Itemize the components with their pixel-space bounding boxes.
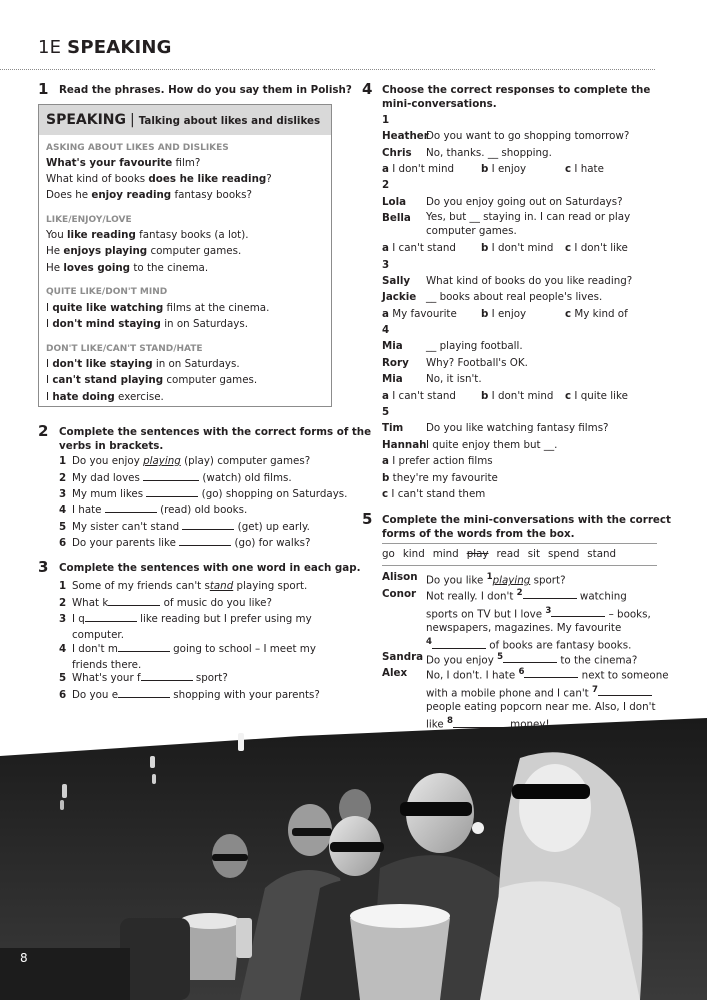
dialogue-line: What kind of books do you like reading?: [426, 275, 633, 287]
example-answer: playing: [143, 455, 181, 467]
ex3-sentence: Do you e shopping with your parents?: [72, 689, 320, 701]
speaker-name: Heather: [382, 130, 429, 142]
speaking-box-title: SPEAKING | Talking about likes and dislikes: [46, 112, 321, 128]
cinema-audience-photo: [0, 718, 707, 1000]
speaker-name: Alex: [382, 667, 408, 679]
page-title: [38, 36, 172, 60]
answer-gap[interactable]: [108, 595, 160, 606]
ex3-number: 3: [38, 558, 49, 576]
word-box-item: kind: [402, 548, 425, 560]
answer-gap[interactable]: [179, 535, 231, 546]
item-number: 6: [59, 537, 67, 549]
header-rule: [0, 69, 655, 70]
speaking-box-header: [39, 105, 331, 135]
phrase: I don't like staying in on Saturdays.: [46, 358, 240, 370]
speaker-name: Lola: [382, 196, 407, 208]
dialogue-line: Yes, but __ staying in. I can read or play computer games.: [426, 211, 631, 237]
item-number: 6: [59, 689, 67, 701]
phrase: He enjoys playing computer games.: [46, 245, 242, 257]
phrase: You like reading fantasy books (a lot).: [46, 229, 249, 241]
dialogue-line: No, I don't. I hate $^6$ next to someone with a mobile phone and I can't $^7$ people eating popcorn near me. Also, I don't like $^8$ money!: [426, 667, 669, 731]
ex2-sentence: My sister can't stand (get) up early.: [72, 521, 310, 533]
dialogue-line: No, thanks. __ shopping.: [426, 147, 552, 159]
dialogue-line: I quite enjoy them but __.: [426, 439, 558, 451]
answer-gap[interactable]: [598, 685, 652, 696]
dialogue-line: __ playing football.: [426, 340, 523, 352]
answer-gap[interactable]: [105, 502, 157, 513]
speaker-name: Rory: [382, 357, 409, 369]
answer-gap[interactable]: [143, 470, 199, 481]
option-b[interactable]: b I enjoy: [481, 163, 527, 175]
answer-gap[interactable]: [503, 652, 557, 663]
ex2-instruction: Complete the sentences with the correct forms of the verbs in brackets.: [59, 426, 372, 452]
category-heading: ASKING ABOUT LIKES AND DISLIKES: [46, 143, 229, 153]
ex2-number: 2: [38, 422, 49, 440]
phrase: I quite like watching films at the cinema.: [46, 302, 270, 314]
ex4-instruction: Choose the correct responses to complete the mini-conversations.: [382, 84, 651, 110]
answer-gap[interactable]: [141, 670, 193, 681]
phrase: Does he enjoy reading fantasy books?: [46, 189, 252, 201]
speaker-name: Hannah: [382, 439, 427, 451]
ex2-sentence: I hate (read) old books.: [72, 504, 248, 516]
word-box-bottom-rule: [382, 565, 657, 566]
section-code: 1E: [38, 37, 62, 58]
item-number: 3: [59, 613, 67, 625]
phrase: He loves going to the cinema.: [46, 262, 209, 274]
speaker-name: Mia: [382, 373, 403, 385]
option-a[interactable]: a I prefer action films: [382, 455, 493, 467]
speaker-name: Chris: [382, 147, 412, 159]
option-b[interactable]: b I don't mind: [481, 242, 554, 254]
item-number: 1: [59, 580, 67, 592]
conversation-number: 2: [382, 179, 390, 191]
ex3-sentence: I don't m going to school – I meet my friends there.: [72, 643, 316, 672]
category-heading: LIKE/ENJOY/LOVE: [46, 215, 132, 225]
option-c[interactable]: c I hate: [565, 163, 604, 175]
ex3-sentence: Some of my friends can't stand playing sport.: [72, 580, 308, 592]
speaker-name: Tim: [382, 422, 404, 434]
dialogue-line: Do you like $^1$playing sport?: [426, 572, 566, 587]
answer-gap[interactable]: [118, 687, 170, 698]
answer-gap[interactable]: [432, 638, 486, 649]
word-box-item: spend: [547, 548, 580, 560]
option-c[interactable]: c My kind of: [565, 308, 628, 320]
ex2-sentence: My dad loves (watch) old films.: [72, 472, 292, 484]
answer-gap[interactable]: [524, 667, 578, 678]
option-c[interactable]: c I can't stand them: [382, 488, 486, 500]
conversation-number: 3: [382, 259, 390, 271]
word-box-item: read: [496, 548, 520, 560]
ex5-instruction: Complete the mini-conversations with the correct forms of the words from the box.: [382, 514, 671, 540]
phrase: What kind of books does he like reading?: [46, 173, 272, 185]
example-answer: playing: [492, 574, 531, 587]
item-number: 2: [59, 597, 67, 609]
phrase: What's your favourite film?: [46, 157, 201, 169]
ex1-number: 1: [38, 80, 49, 98]
option-b[interactable]: b I enjoy: [481, 308, 527, 320]
item-number: 5: [59, 672, 67, 684]
word-box: [382, 546, 624, 562]
ex4-number: 4: [362, 80, 373, 98]
phrase: I can't stand playing computer games.: [46, 374, 258, 386]
ex2-sentence: Do you enjoy playing (play) computer games?: [72, 455, 311, 467]
speaker-name: Mia: [382, 340, 403, 352]
option-b[interactable]: b I don't mind: [481, 390, 554, 402]
phrase: I don't mind staying in on Saturdays.: [46, 318, 248, 330]
ex5-number: 5: [362, 510, 373, 528]
dialogue-line: __ books about real people's lives.: [426, 291, 603, 303]
option-a[interactable]: a I can't stand: [382, 390, 456, 402]
ex3-sentence: What k of music do you like?: [72, 597, 272, 609]
item-number: 4: [59, 504, 67, 516]
dialogue-line: No, it isn't.: [426, 373, 482, 385]
answer-gap[interactable]: [118, 641, 170, 652]
word-box-item: go: [382, 548, 395, 560]
category-heading: DON'T LIKE/CAN'T STAND/HATE: [46, 344, 203, 354]
ex3-sentence: I q like reading but I prefer using my computer.: [72, 613, 312, 642]
example-answer: tand: [209, 580, 234, 592]
conversation-number: 4: [382, 324, 390, 336]
answer-gap[interactable]: [523, 588, 577, 599]
dialogue-line: Do you enjoy $^5$ to the cinema?: [426, 652, 638, 667]
item-number: 4: [59, 643, 67, 655]
ex2-sentence: Do your parents like (go) for walks?: [72, 537, 311, 549]
option-c[interactable]: c I don't like: [565, 242, 628, 254]
item-number: 2: [59, 472, 67, 484]
page-number: 8: [20, 951, 28, 965]
word-box-item: sit: [527, 548, 540, 560]
option-c[interactable]: c I quite like: [565, 390, 628, 402]
word-box-item: mind: [432, 548, 459, 560]
dialogue-line: Do you like watching fantasy films?: [426, 422, 609, 434]
conversation-number: 5: [382, 406, 390, 418]
answer-gap[interactable]: [85, 611, 137, 622]
speaker-name: Conor: [382, 588, 417, 600]
speaker-name: Sally: [382, 275, 411, 287]
ex3-instruction: Complete the sentences with one word in each gap.: [59, 562, 361, 574]
ex3-sentence: What's your f sport?: [72, 672, 228, 684]
dialogue-line: Do you enjoy going out on Saturdays?: [426, 196, 623, 208]
ex2-sentence: My mum likes (go) shopping on Saturdays.: [72, 488, 348, 500]
answer-gap[interactable]: [182, 519, 234, 530]
option-a[interactable]: a I don't mind: [382, 163, 455, 175]
item-number: 1: [59, 455, 67, 467]
speaker-name: Alison: [382, 571, 418, 583]
ex1-instruction: Read the phrases. How do you say them in Polish?: [59, 84, 352, 96]
speaker-name: Jackie: [382, 291, 417, 303]
dialogue-line: Why? Football's OK.: [426, 357, 528, 369]
word-box-item-used: play: [466, 548, 489, 560]
option-a[interactable]: a My favourite: [382, 308, 457, 320]
conversation-number: 1: [382, 114, 390, 126]
answer-gap[interactable]: [146, 486, 198, 497]
word-box-item: stand: [587, 548, 617, 560]
dialogue-line: Do you want to go shopping tomorrow?: [426, 130, 630, 142]
phrase: I hate doing exercise.: [46, 391, 164, 403]
answer-gap[interactable]: [551, 606, 605, 617]
item-number: 3: [59, 488, 67, 500]
option-a[interactable]: a I can't stand: [382, 242, 456, 254]
option-b[interactable]: b they're my favourite: [382, 472, 498, 484]
word-box-top-rule: [382, 543, 657, 544]
speaker-name: Bella: [382, 212, 411, 224]
dialogue-line: Not really. I don't $^2$ watching sports on TV but I love $^3$ – books, newspapers, magazines. My favourite $^4$ of books are fantasy books.: [426, 588, 651, 652]
speaking-box: [38, 104, 332, 407]
speaker-name: Sandra: [382, 651, 424, 663]
section-word: SPEAKING: [67, 37, 172, 58]
item-number: 5: [59, 521, 67, 533]
category-heading: QUITE LIKE/DON'T MIND: [46, 287, 168, 297]
